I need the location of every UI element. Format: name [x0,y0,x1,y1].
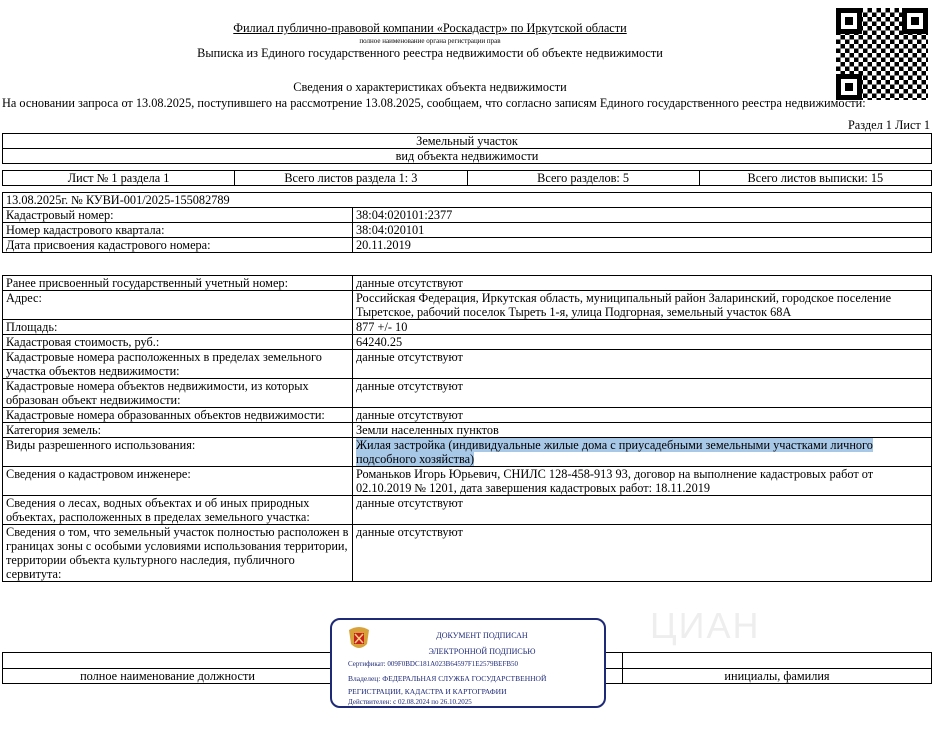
coat-of-arms-icon [346,624,372,652]
object-type-caption: вид объекта недвижимости [3,149,932,164]
document-subtitle: Сведения о характеристиках объекта недвижимости [293,80,567,94]
row-value: данные отсутствуют [353,379,932,408]
row-value: 64240.25 [353,335,932,350]
object-type-table [2,133,932,164]
row-label: Ранее присвоенный государственный учетный номер: [3,276,353,291]
document-title: Выписка из Единого государственного реестра недвижимости об объекте недвижимости [197,46,663,60]
row-label: Номер кадастрового квартала: [3,223,353,238]
table-row [3,438,932,467]
row-label: Сведения о том, что земельный участок полностью расположен в границах зоны с особыми условиями использования территории, территории объекта культурного наследия, публичного сервитута: [3,525,353,582]
stamp-owner: Владелец: ФЕДЕРАЛЬНАЯ СЛУЖБА ГОСУДАРСТВЕННОЙ [348,674,547,683]
stamp-line1: ДОКУМЕНТ ПОДПИСАН [436,631,528,640]
row-value: 38:04:020101 [353,223,932,238]
org-name: Филиал публично-правовой компании «Роскадастр» по Иркутской области [233,21,627,35]
table-row [3,423,932,438]
table-row [3,467,932,496]
section-label: Раздел 1 Лист 1 [847,118,930,132]
details-table [2,275,932,582]
stamp-validity: Действителен: с 02.08.2024 по 26.10.2025 [348,698,472,706]
row-value: 20.11.2019 [353,238,932,253]
row-value: Земли населенных пунктов [353,423,932,438]
table-row [3,208,932,223]
sheet-info-table [2,170,932,186]
row-value: Романьков Игорь Юрьевич, СНИЛС 128-458-913 93, договор на выполнение кадастровых работ от 02.10.2019 № 1201, дата завершения кадастровых работ: 18.11.2019 [353,467,932,496]
row-label: Дата присвоения кадастрового номера: [3,238,353,253]
table-row [3,238,932,253]
row-label: Виды разрешенного использования: [3,438,353,467]
position-caption: полное наименование должности [3,669,333,684]
extract-sheets: Всего листов выписки: 15 [699,171,931,186]
table-row [3,276,932,291]
row-label: Адрес: [3,291,353,320]
table-row [3,223,932,238]
table-row [3,496,932,525]
table-row [3,350,932,379]
row-value: 38:04:020101:2377 [353,208,932,223]
sheets-total: Всего листов раздела 1: 3 [235,171,467,186]
table-row [3,379,932,408]
row-label: Сведения о кадастровом инженере: [3,467,353,496]
row-value: Российская Федерация, Иркутская область, муниципальный район Заларинский, городское поселение Тыретское, рабочий поселок Тыреть 1-я, улица Подгорная, земельный участок 68А [353,291,932,320]
row-label: Кадастровый номер: [3,208,353,223]
row-label: Кадастровые номера объектов недвижимости, из которых образован объект недвижимости: [3,379,353,408]
table-row [3,320,932,335]
table-row [3,525,932,582]
table-row [3,408,932,423]
stamp-owner-2: РЕГИСТРАЦИИ, КАДАСТРА И КАРТОГРАФИИ [348,687,507,696]
row-value: данные отсутствуют [353,350,932,379]
row-value: данные отсутствуют [353,525,932,582]
row-label: Сведения о лесах, водных объектах и об иных природных объектах, расположенных в пределах земельного участка: [3,496,353,525]
stamp-line2: ЭЛЕКТРОННОЙ ПОДПИСЬЮ [428,647,536,656]
row-label: Площадь: [3,320,353,335]
selected-text[interactable]: Жилая застройка (индивидуальные жилые дома с приусадебными земельными участками личного подсобного хозяйства) [356,438,873,466]
table-row [3,291,932,320]
row-value: 877 +/- 10 [353,320,932,335]
stamp-certificate: Сертификат: 009F0BDC181A023B64597F1E2579BEFB50 [348,660,519,668]
row-value [353,438,932,467]
watermark-logo: ЦИАН [650,605,761,646]
org-caption: полное наименование органа регистрации прав [359,37,501,45]
row-label: Категория земель: [3,423,353,438]
row-value: данные отсутствуют [353,276,932,291]
object-type: Земельный участок [3,134,932,149]
row-label: Кадастровые номера расположенных в пределах земельного участка объектов недвижимости: [3,350,353,379]
sections-total: Всего разделов: 5 [467,171,699,186]
row-value: данные отсутствуют [353,408,932,423]
row-value: данные отсутствуют [353,496,932,525]
intro-text: На основании запроса от 13.08.2025, поступившего на рассмотрение 13.08.2025, сообщаем, что согласно записям Единого государственного реестра недвижимости: [2,96,866,110]
table-row [3,335,932,350]
e-signature-stamp [330,618,606,708]
initials-caption: инициалы, фамилия [623,669,932,684]
sheet-number: Лист № 1 раздела 1 [3,171,235,186]
ident-table [2,192,932,253]
row-label: Кадастровые номера образованных объектов недвижимости: [3,408,353,423]
extract-number: 13.08.2025г. № КУВИ-001/2025-155082789 [3,193,932,208]
row-label: Кадастровая стоимость, руб.: [3,335,353,350]
